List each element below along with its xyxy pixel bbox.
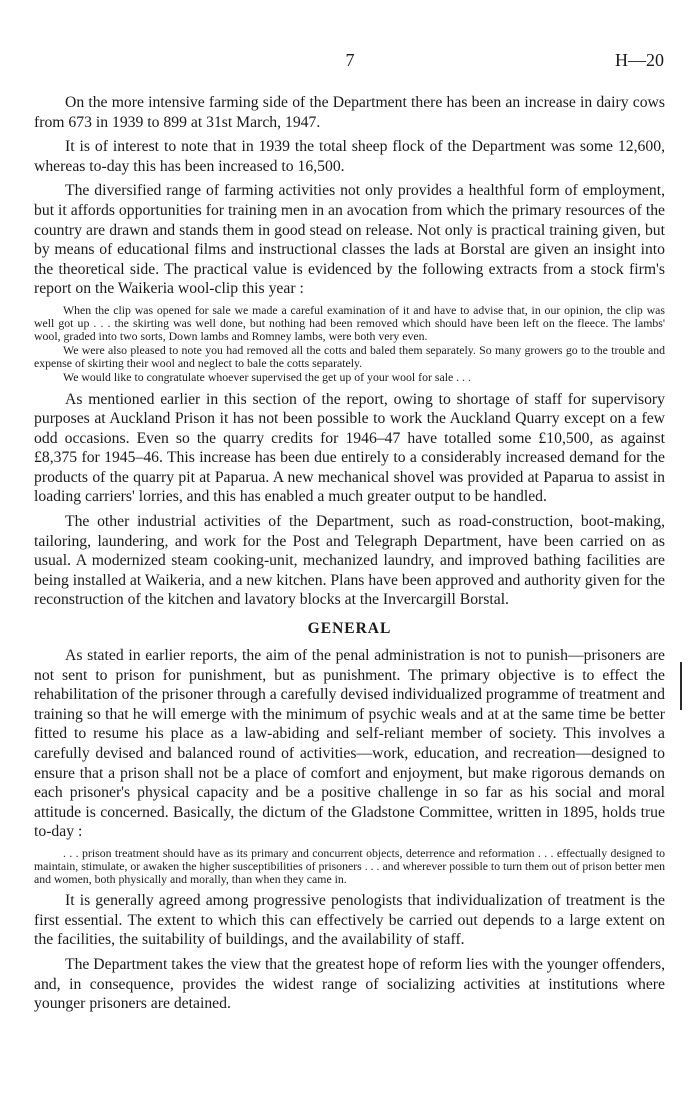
quote-paragraph: We would like to congratulate whoever supervised the get up of your wool for sale . . .	[63, 370, 471, 385]
paragraph-sheep-flock: It is of interest to note that in 1939 the total sheep flock of the Department was some 12,600, whereas to-day this has been increased to 16,500.	[34, 138, 665, 175]
document-reference: H—20	[615, 50, 664, 70]
paragraph-farming-activities: The diversified range of farming activities not only provides a healthful form of employment, but it affords opportunities for training men in an avocation from which the primary resources of the country are drawn and stands them in good stead on release. Not only is practical training given, but by means of educational films and instructional classes the lads at Borstal are given an insight into the theoretical side. The practical value is evidenced by the following extracts from a stock firm's report on the Waikeria wool-clip this year :	[34, 182, 665, 298]
section-heading-general: GENERAL	[307, 620, 392, 638]
quote-paragraph: When the clip was opened for sale we made a careful examination of it and have to advise that, in our opinion, the clip was well got up . . . the skirting was well done, but nothing had been removed which should have been left on the fleece. The lambs' wool, graded into two sorts, Down lambs and Romney lambs, were both very even.	[34, 302, 665, 344]
margin-mark	[680, 662, 682, 710]
wool-clip-report-quote	[34, 304, 665, 385]
paragraph-dairy-cows: On the more intensive farming side of the Department there has been an increase in dairy cows from 673 in 1939 to 899 at 31st March, 1947.	[34, 94, 665, 131]
paragraph-penal-administration: As stated in earlier reports, the aim of the penal administration is not to punish—prisoners are not sent to prison for punishment, but as punishment. The primary objective is to effect the rehabilitation of the prisoner through a carefully devised individualized programme of treatment and training so that he will emerge with the minimum of psychic weals and at at the same time be better fitted to resume his place as a law-abiding and self-reliant member of society. This involves a carefully devised and balanced round of activities—work, education, and recreation—designed to ensure that a prison shall not be a place of comfort and enjoyment, but make rigorous demands on each prisoner's physical capacity and be a positive challenge in so far as his social and moral attitude is concerned. Basically, the dictum of the Gladstone Committee, written in 1895, holds true to-day :	[34, 647, 665, 841]
quote-paragraph: We were also pleased to note you had removed all the cotts and baled them separately. So many growers go to the trouble and expense of skirting their wool and neglect to bale the cotts separately.	[34, 343, 665, 371]
gladstone-committee-quote	[34, 847, 665, 886]
paragraph-quarry: As mentioned earlier in this section of the report, owing to shortage of staff for supervisory purposes at Auckland Prison it has not been possible to work the Auckland Quarry except on a few odd occasions. Even so the quarry credits for 1946–47 have totalled some £10,500, as against £8,375 for 1945–46. This increase has been due entirely to a considerably increased demand for the products of the quarry pit at Paparua. A new mechanical shovel was provided at Paparua to assist in loading carriers' lorries, and this has enabled a much greater output to be handled.	[34, 390, 665, 506]
page-number: 7	[345, 50, 355, 70]
paragraph-individualization: It is generally agreed among progressive penologists that individualization of treatment is the first essential. The extent to which this can effectively be carried out depends to a large extent on the facilities, the suitability of buildings, and the availability of staff.	[34, 892, 665, 949]
document-body	[34, 93, 665, 1019]
paragraph-younger-offenders: The Department takes the view that the greatest hope of reform lies with the younger offenders, and, in consequence, provides the widest range of socializing activities at institutions where younger prisoners are detained.	[34, 956, 665, 1013]
quote-paragraph: . . . prison treatment should have as its primary and concurrent objects, deterrence and reformation . . . effectually designed to maintain, stimulate, or awaken the higher susceptibilities of prisoners . . . and wherever possible to turn them out of prison better men and women, both physically and morally, than when they came in.	[34, 845, 665, 887]
paragraph-industrial-activities: The other industrial activities of the Department, such as road-construction, boot-making, tailoring, laundering, and work for the Post and Telegraph Department, have been carried on as usual. A modernized steam cooking-unit, mechanized laundry, and improved bathing facilities are being installed at Waikeria, and a new kitchen. Plans have been approved and authority given for the reconstruction of the kitchen and lavatory blocks at the Invercargill Borstal.	[34, 513, 665, 609]
